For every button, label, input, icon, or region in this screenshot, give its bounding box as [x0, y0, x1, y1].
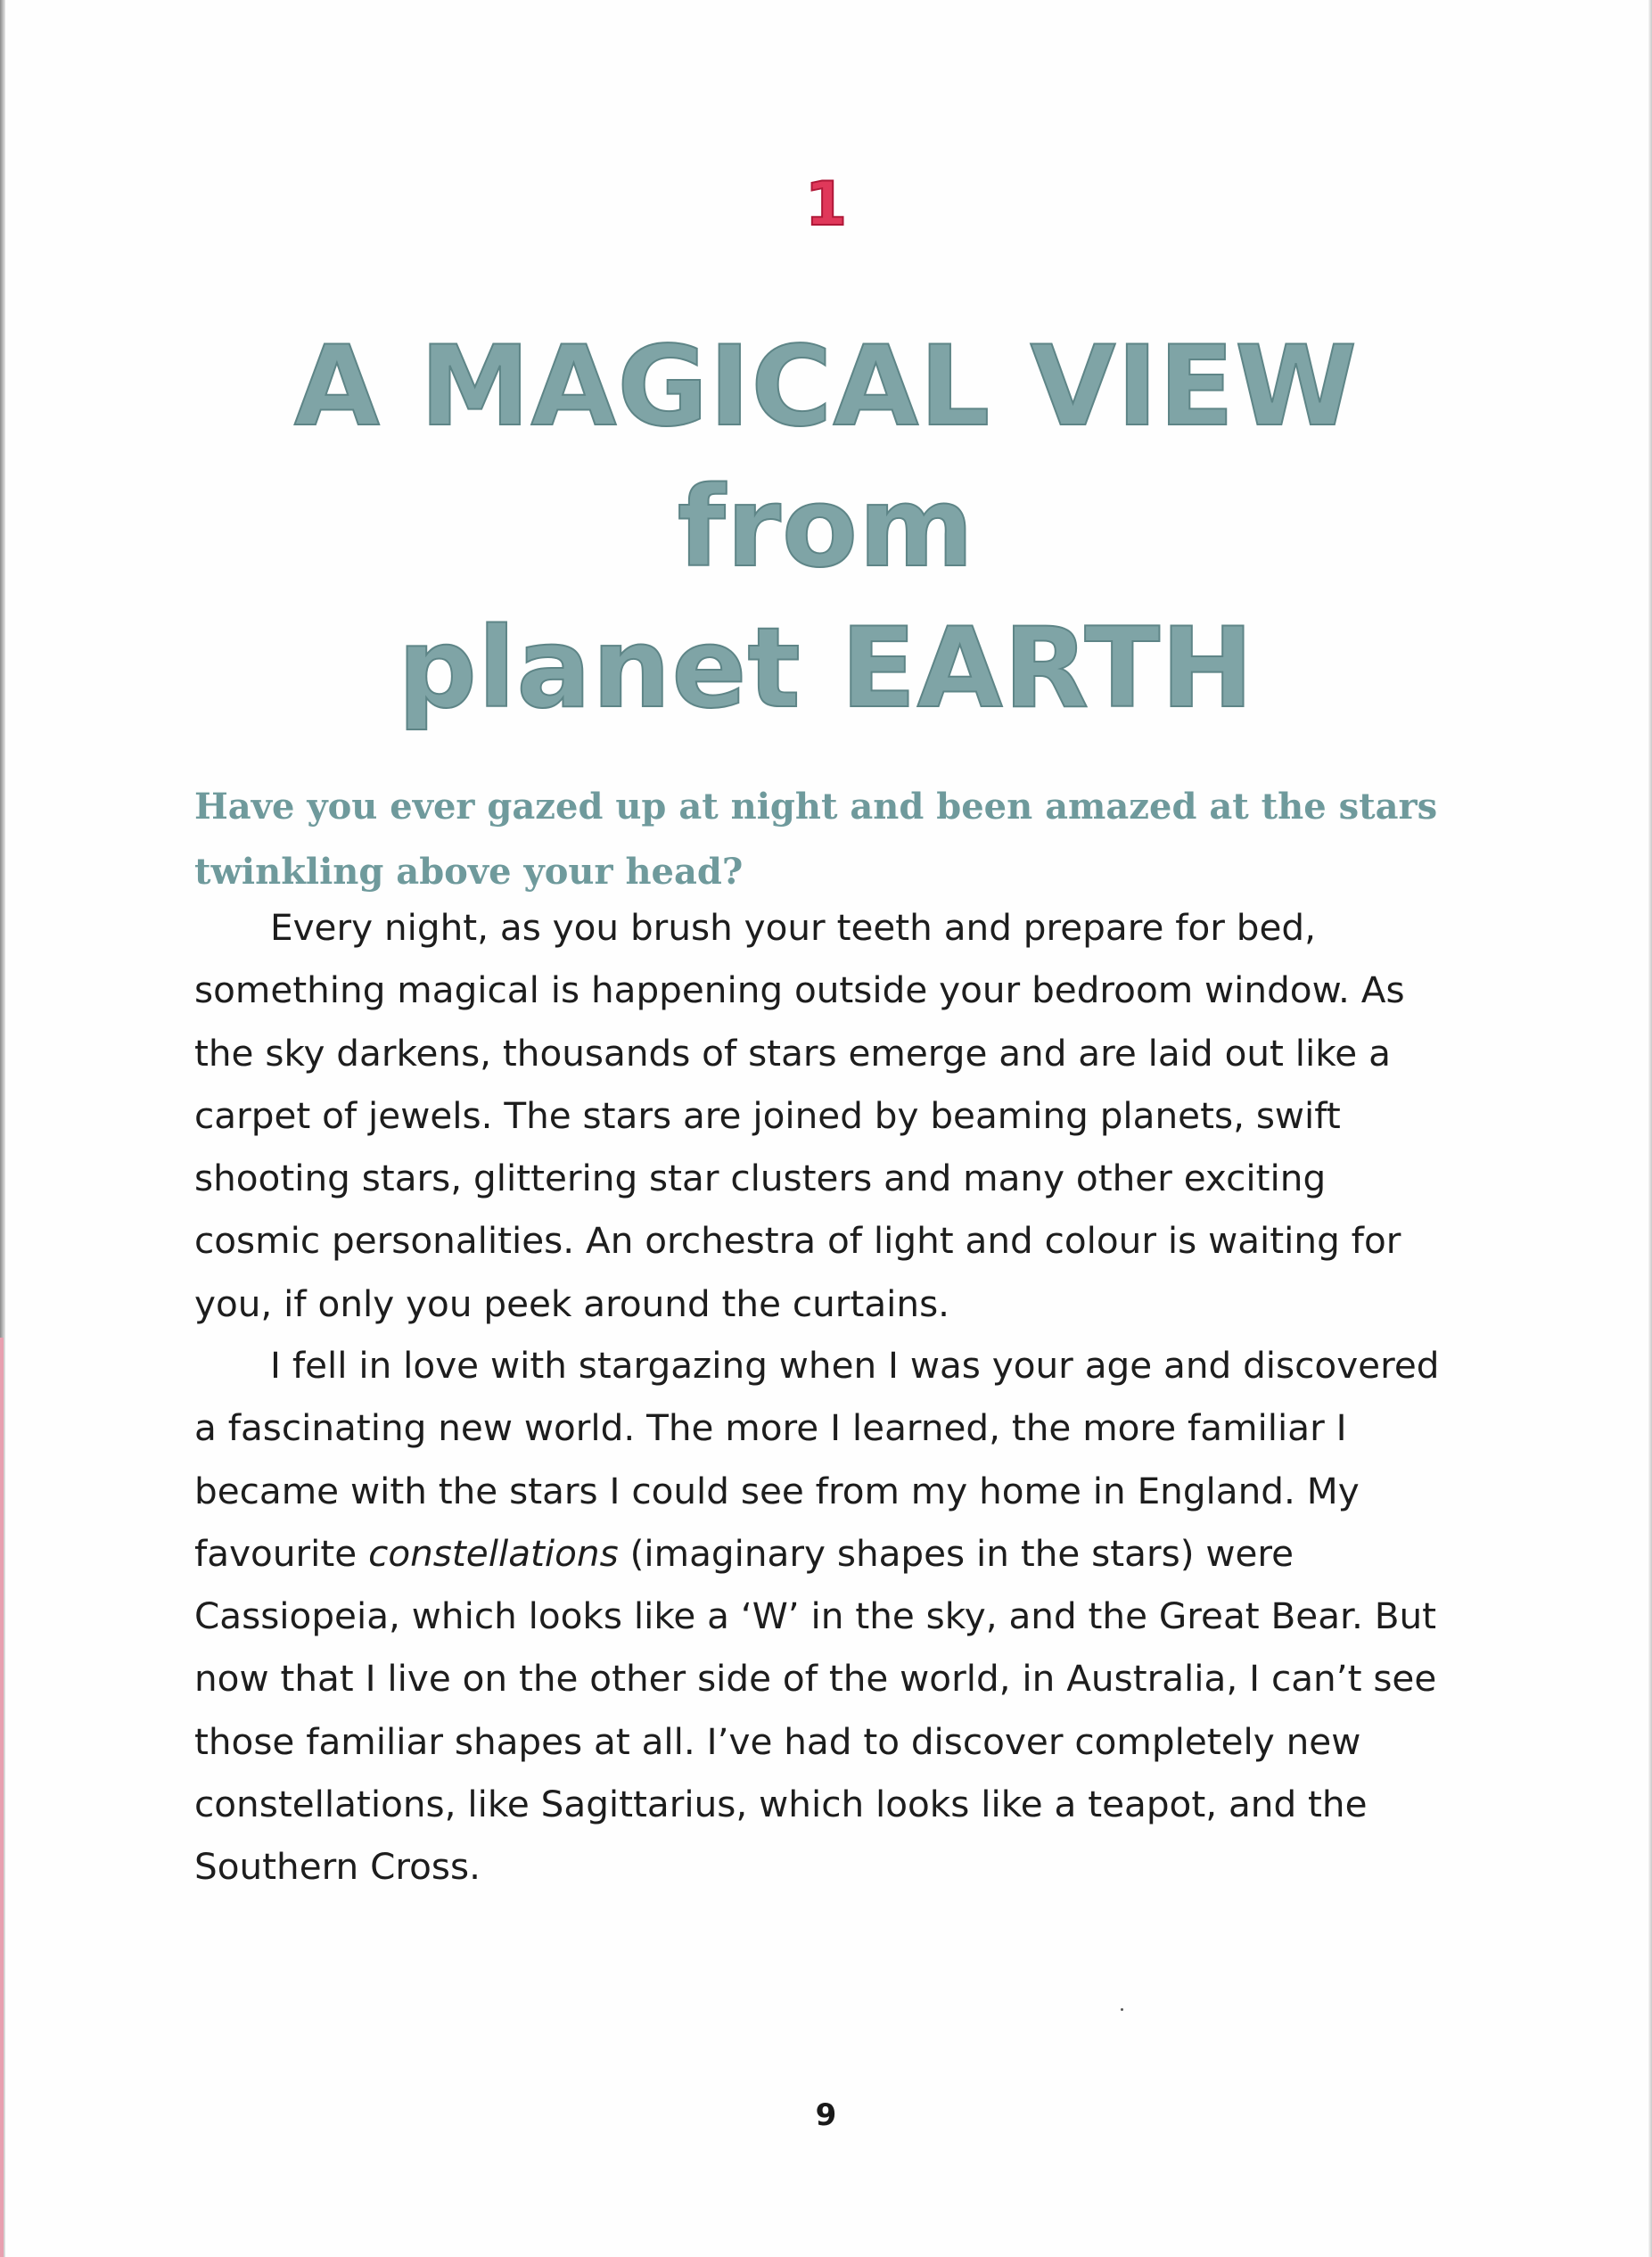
- chapter-title-line-2: planet EARTH: [398, 605, 1254, 733]
- lead-paragraph: Have you ever gazed up at night and been amazed at the stars twinkling above your head?: [194, 786, 1438, 893]
- body-paragraph-2-part-2: (imaginary shapes in the stars) were Cassiopeia, which looks like a ‘W’ in the sky, and the Great Bear. But now that I live on the other side of the world, in Australia, I can’t see those familiar shapes at all. I’ve had to discover completely new constellations, like Sagittarius, which looks like a teapot, and the Southern Cross.: [194, 1531, 1437, 1889]
- body-paragraph-2-part-1: I fell in love with stargazing when I was your age and discovered a fascinating new world. The more I learned, the more familiar I became with the stars I could see from my home in England. My favourite: [194, 1344, 1440, 1575]
- print-speck: [1121, 2008, 1123, 2011]
- page-number: 9: [815, 2097, 837, 2133]
- body-paragraph-2: [194, 1334, 1460, 1899]
- body-paragraph-1: Every night, as you brush your teeth and prepare for bed, something magical is happening outside your bedroom window. As the sky darkens, thousands of stars emerge and are laid out like a carpet of jewels. The stars are joined by beaming planets, swift shooting stars, glittering star clusters and many other exciting cosmic personalities. An orchestra of light and colour is waiting for you, if only you peek around the curtains.: [194, 906, 1405, 1325]
- chapter-title: [134, 317, 1518, 739]
- chapter-number: 1: [804, 169, 848, 240]
- page-right-edge-shadow: [1648, 0, 1652, 2257]
- constellations-term: constellations: [368, 1531, 619, 1575]
- chapter-title-line-1: A MAGICAL VIEW from: [293, 323, 1359, 592]
